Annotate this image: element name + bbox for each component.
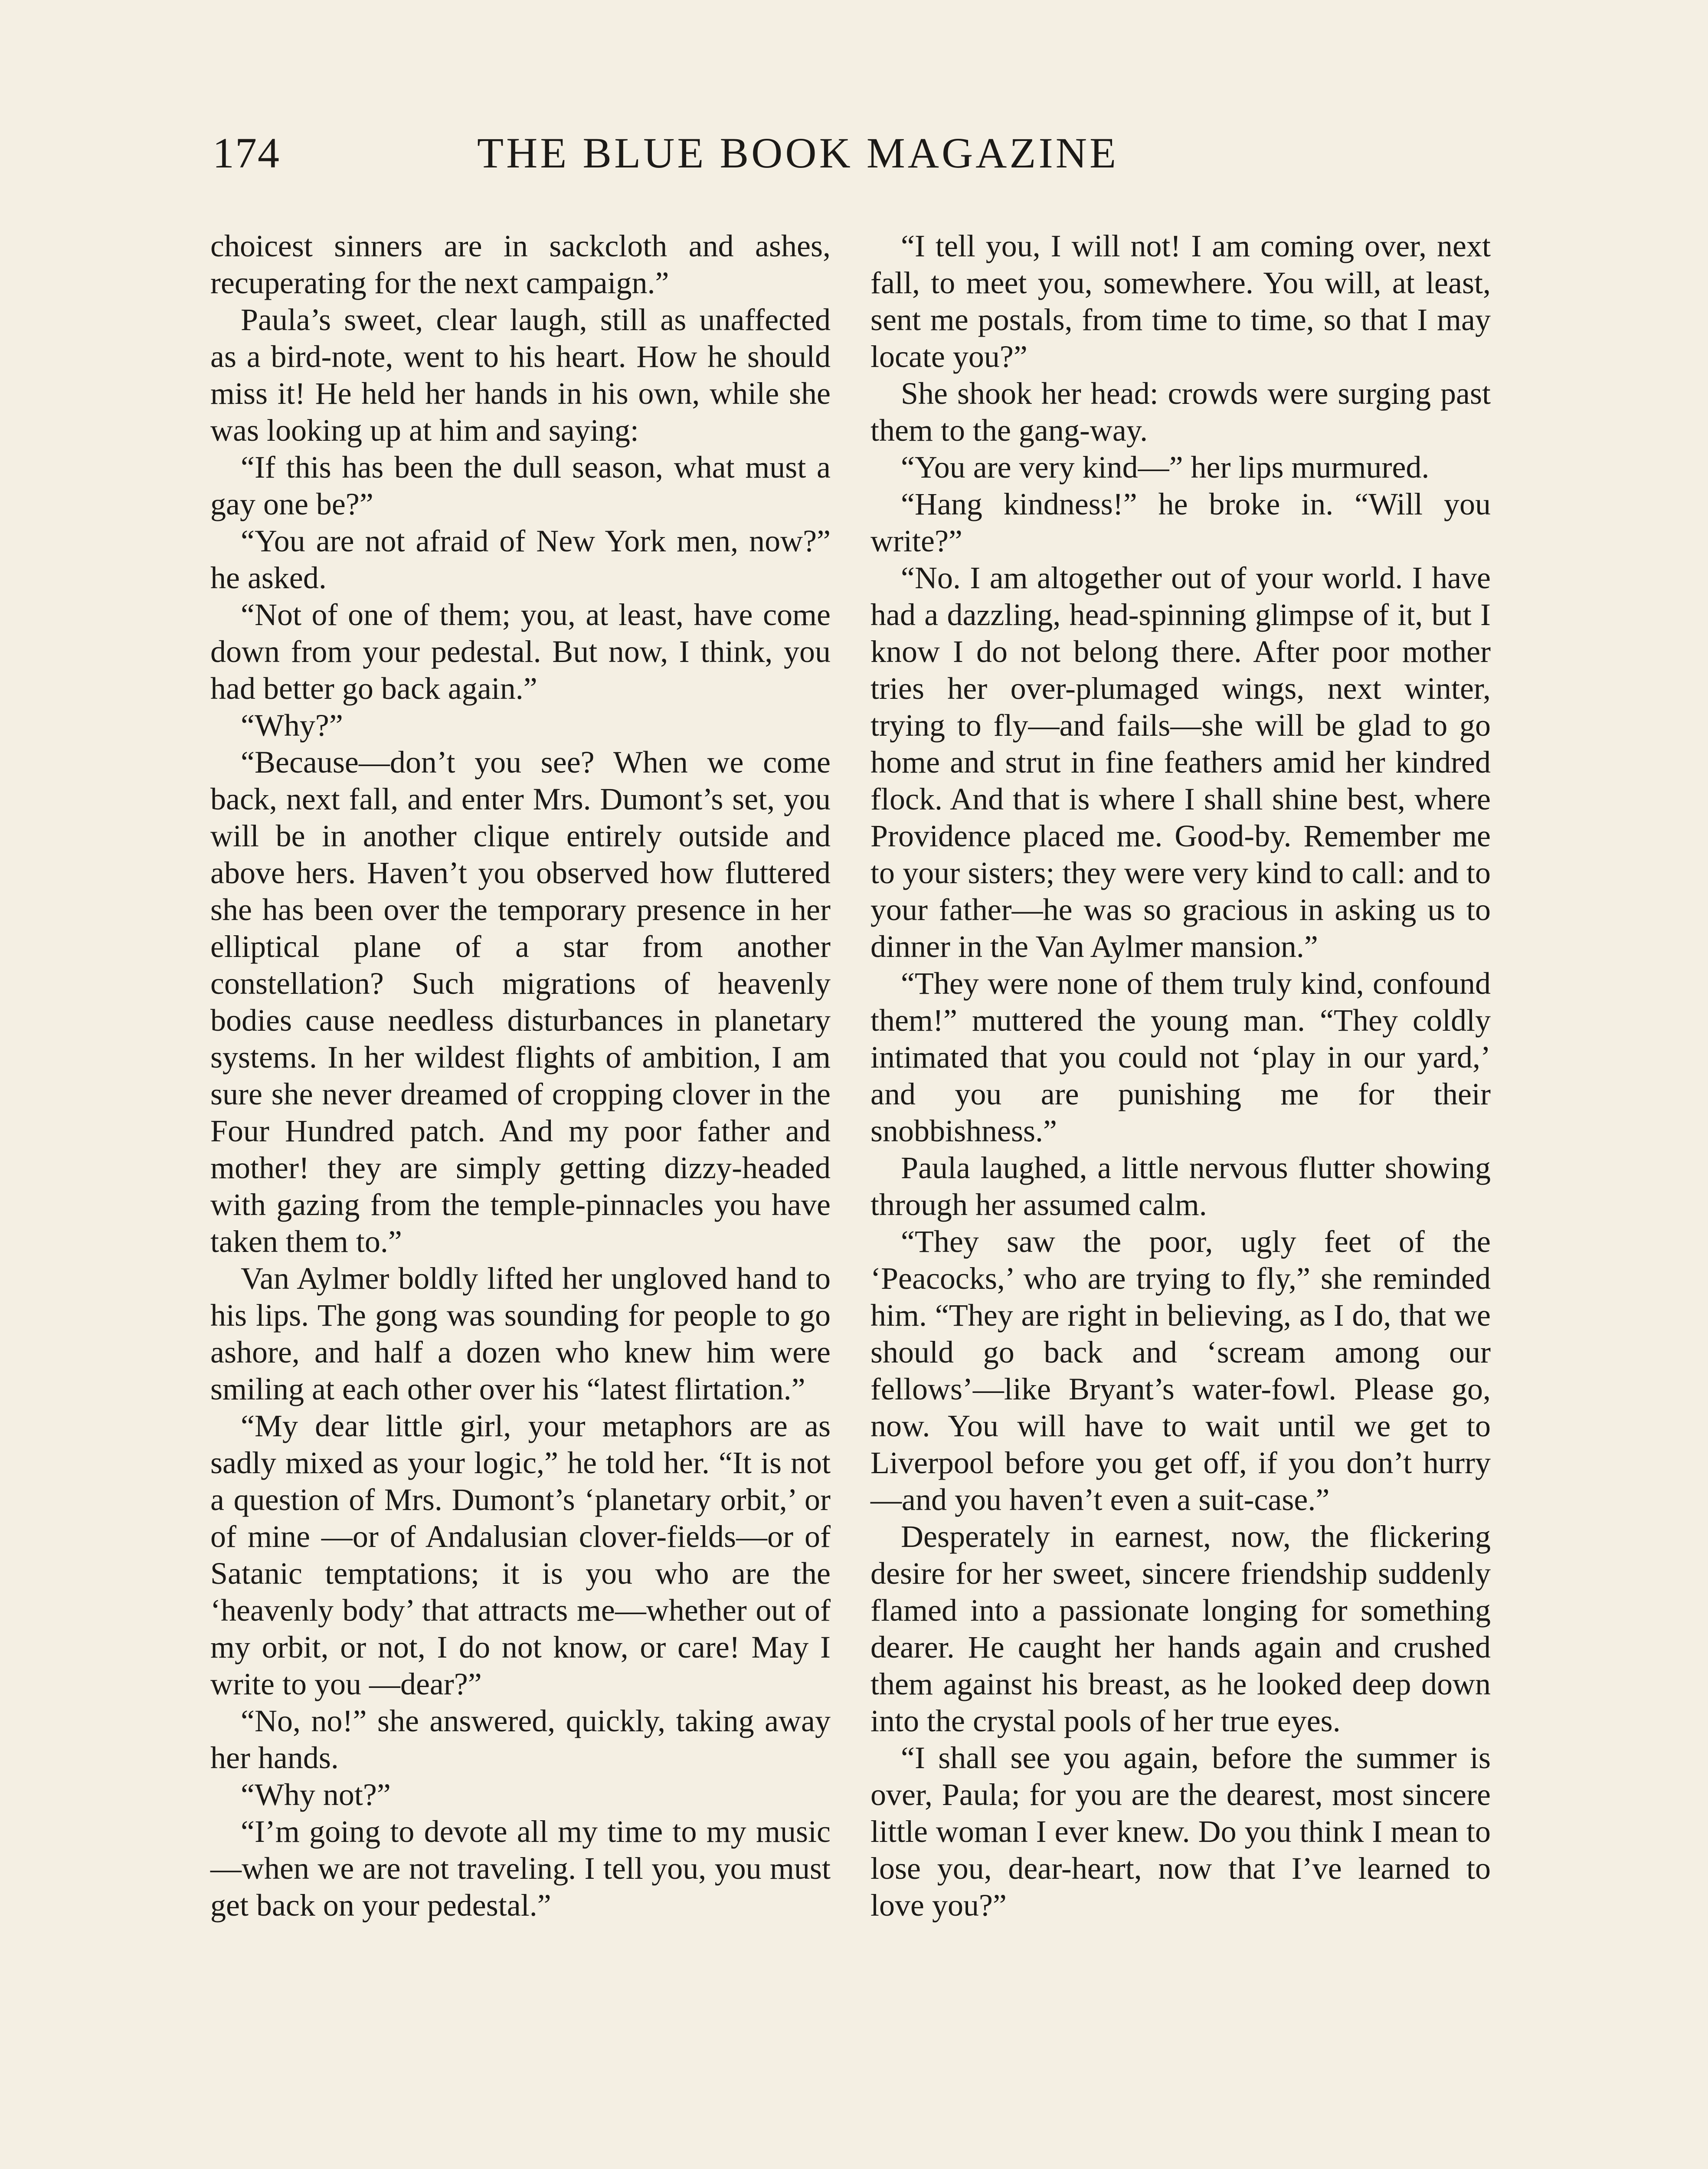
paragraph: “You are not afraid of New York men, now?” he asked.	[210, 524, 831, 595]
page-header	[213, 128, 1514, 193]
paragraph: Paula laughed, a little nervous flutter showing through her assumed calm.	[870, 1150, 1491, 1222]
paragraph: “You are very kind—” her lips murmured.	[901, 450, 1430, 485]
paragraph: “Hang kindness!” he broke in. “Will you write?”	[870, 487, 1491, 558]
paragraph: “I’m going to devote all my time to my music—when we are not traveling. I tell you, you must get back on your pedestal.”	[210, 1814, 831, 1923]
magazine-title: THE BLUE BOOK MAGAZINE	[477, 129, 1119, 177]
paragraph: Van Aylmer boldly lifted her ungloved hand to his lips. The gong was sounding for people to go ashore, and half a dozen who knew him were smiling at each other over his “latest flirtation.”	[210, 1261, 831, 1406]
paragraph: She shook her head: crowds were surging past them to the gang-way.	[870, 376, 1491, 448]
right-column	[870, 228, 1491, 1924]
paragraph: Paula’s sweet, clear laugh, still as unaffected as a bird-note, went to his heart. How he should miss it! He held her hands in his own, while she was looking up at him and saying:	[210, 302, 831, 448]
paragraph: “Because—don’t you see? When we come back, next fall, and enter Mrs. Dumont’s set, you will be in another clique entirely outside and above hers. Haven’t you observed how fluttered she has been over the temporary presence in her elliptical plane of a star from another constellation? Such migrations of heavenly bodies cause needless disturbances in planetary systems. In her wildest flights of ambition, I am sure she never dreamed of cropping clover in the Four Hundred patch. And my poor father and mother! they are simply getting dizzy-headed with gazing from the temple-pinnacles you have taken them to.”	[210, 745, 831, 1259]
paragraph: “I tell you, I will not! I am coming over, next fall, to meet you, somewhere. You will, at least, sent me postals, from time to time, so that I may locate you?”	[870, 229, 1491, 374]
paragraph: “I shall see you again, before the summer is over, Paula; for you are the dearest, most sincere little woman I ever knew. Do you think I mean to lose you, dear-heart, now that I’ve learned to love you?”	[870, 1740, 1491, 1923]
paragraph: choicest sinners are in sackcloth and ashes, recuperating for the next campaign.”	[210, 229, 831, 300]
paragraph: “If this has been the dull season, what must a gay one be?”	[210, 450, 831, 521]
paragraph: “No. I am altogether out of your world. I have had a dazzling, head-spinning glimpse of it, but I know I do not belong there. After poor mother tries her over-plumaged wings, next winter, trying to fly—and fails—she will be glad to go home and strut in fine feathers amid her kindred flock. And that is where I shall shine best, where Providence placed me. Good-by. Remember me to your sisters; they were very kind to call: and to your father—he was so gracious in asking us to dinner in the Van Aylmer mansion.”	[870, 560, 1491, 964]
paragraph: “Why?”	[241, 708, 343, 743]
left-column	[210, 228, 831, 1924]
paragraph: Desperately in earnest, now, the flickering desire for her sweet, sincere friendship suddenly flamed into a passionate longing for something dearer. He caught her hands again and crushed them against his breast, as he looked deep down into the crystal pools of her true eyes.	[870, 1519, 1491, 1738]
page-number: 174	[213, 129, 280, 177]
paragraph: “My dear little girl, your metaphors are as sadly mixed as your logic,” he told her. “It is not a question of Mrs. Dumont’s ‘planetary orbit,’ or of mine —or of Andalusian clover-fields—or of Satanic temptations; it is you who are the ‘heavenly body’ that attracts me—whether out of my orbit, or not, I do not know, or care! May I write to you —dear?”	[210, 1409, 831, 1701]
paragraph: “Why not?”	[241, 1777, 391, 1812]
paragraph: “They were none of them truly kind, confound them!” muttered the young man. “They coldly intimated that you could not ‘play in our yard,’ and you are punishing me for their snobbishness.”	[870, 966, 1491, 1148]
paragraph: “No, no!” she answered, quickly, taking away her hands.	[210, 1704, 831, 1775]
paragraph: “Not of one of them; you, at least, have come down from your pedestal. But now, I think, you had better go back again.”	[210, 597, 831, 706]
paragraph: “They saw the poor, ugly feet of the ‘Peacocks,’ who are trying to fly,” she reminded him. “They are right in believing, as I do, that we should go back and ‘scream among our fellows’—like Bryant’s water-fowl. Please go, now. You will have to wait until we get to Liverpool before you get off, if you don’t hurry—and you haven’t even a suit-case.”	[870, 1224, 1491, 1517]
